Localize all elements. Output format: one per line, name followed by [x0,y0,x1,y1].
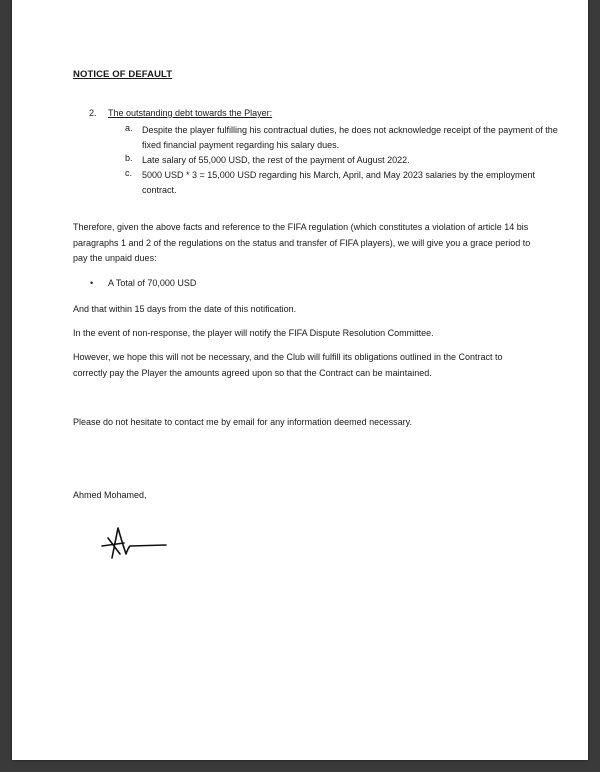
list-item-text: Late salary of 55,000 USD, the rest of the payment of August 2022. [142,155,410,165]
paragraph-hope: However, we hope this will not be necessary, and the Club will fulfill its obligations outlined in the Contract to correctly pay the Player the amounts agreed upon so that the Contract can be maintained. [73,352,503,378]
bullet-total: A Total of 70,000 USD [108,278,197,288]
list-item-letter: b. [125,153,133,163]
list-item-text: 5000 USD * 3 = 15,000 USD regarding his March, April, and May 2023 salaries by the employment contract. [142,170,535,195]
document-heading: NOTICE OF DEFAULT [73,69,173,80]
bullet-icon: • [90,278,94,288]
paragraph-therefore: Therefore, given the above facts and reference to the FIFA regulation (which constitutes a violation of article 14 bis paragraphs 1 and 2 of the regulations on the status and transfer of FIFA players), we will give you a grace period to pay the unpaid dues: [73,222,531,263]
list-item-text: Despite the player fulfilling his contractual duties, he does not acknowledge receipt of the payment of the fixed financial payment regarding his salary dues. [142,125,558,150]
paragraph-contact: Please do not hesitate to contact me by email for any information deemed necessary. [73,417,413,427]
section-title: The outstanding debt towards the Player: [108,108,273,118]
list-item-letter: a. [125,123,133,133]
list-item-letter: c. [125,168,133,178]
document-page [12,0,588,760]
signature-image [100,524,180,560]
paragraph-nonresponse: In the event of non-response, the player will notify the FIFA Dispute Resolution Committee. [73,328,434,338]
paragraph-deadline: And that within 15 days from the date of this notification. [73,304,297,314]
section-number: 2. [89,108,97,118]
signatory-name: Ahmed Mohamed, [73,490,147,500]
